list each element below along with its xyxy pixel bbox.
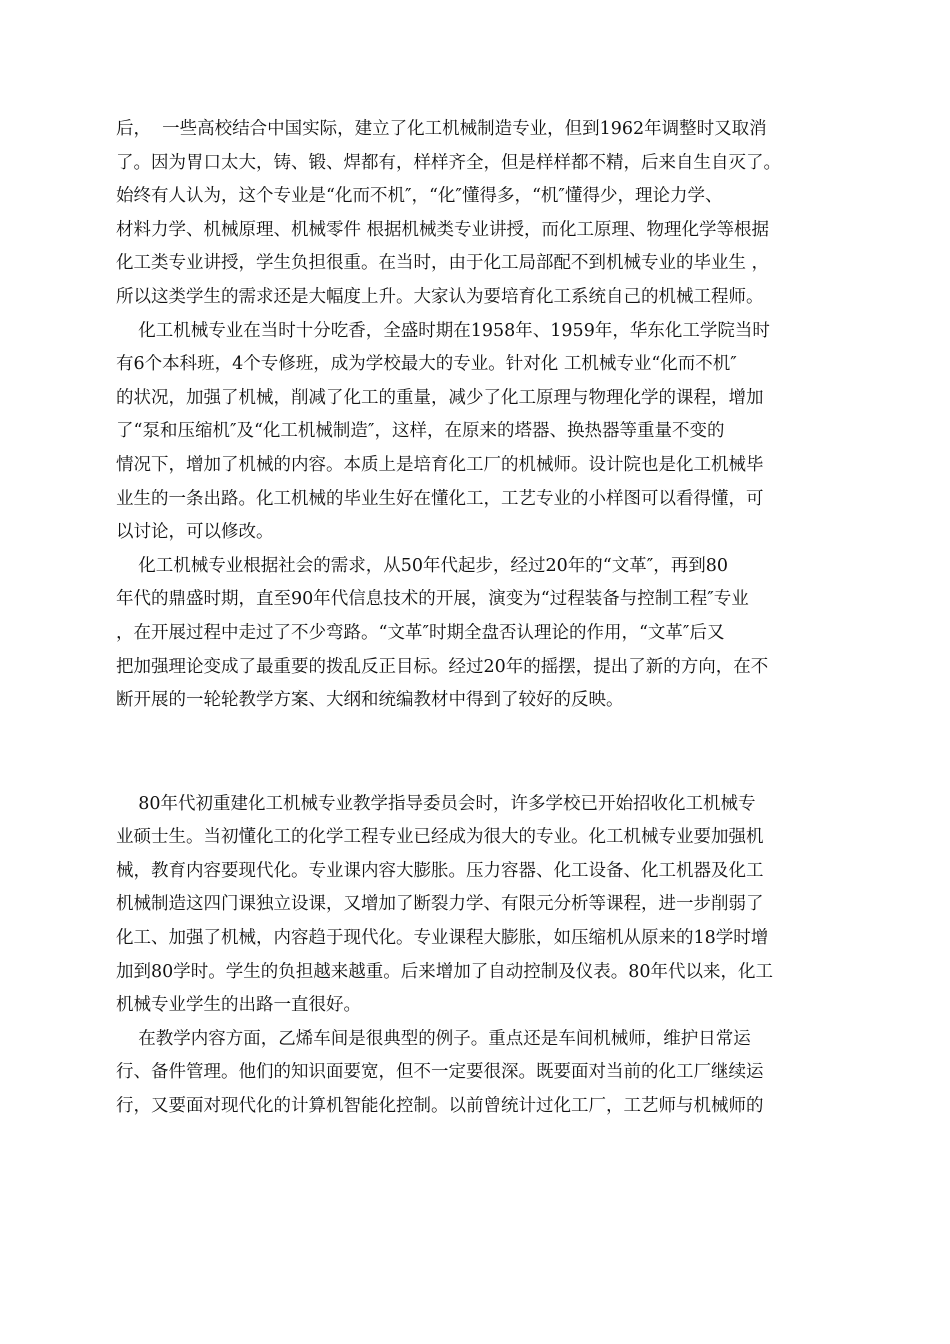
text-line: 行、备件管理。他们的知识面要宽，但不一定要很深。既要面对当前的化工厂继续运 [116, 1062, 764, 1083]
text-line: 80年代初重建化工机械专业教学指导委员会时，许多学校已开始招收化工机械专 [116, 793, 756, 814]
text-line: ，在开展过程中走过了不少弯路。“文革″时期全盘否认理论的作用，“文革″后又 [116, 622, 725, 643]
paragraph [116, 788, 838, 1023]
paragraph [116, 1023, 838, 1124]
text-line: 机械专业学生的出路一直很好。 [116, 995, 361, 1016]
paragraph-spacer [116, 718, 838, 788]
paragraph [116, 315, 838, 550]
text-line: 机械制造这四门课独立设课，又增加了断裂力学、有限元分析等课程，进一步削弱了 [116, 894, 764, 915]
text-line: 了。因为胃口太大，铸、锻、焊都有，样样齐全，但是样样都不精，后来自生自灭了。 [116, 152, 781, 173]
text-line: 年代的鼎盛时期，直至90年代信息技术的开展，演变为“过程装备与控制工程″专业 [116, 589, 749, 610]
text-line: 后， 一些高校结合中国实际，建立了化工机械制造专业，但到1962年调整时又取消 [116, 119, 767, 139]
text-line: 化工类专业讲授，学生负担很重。在当时，由于化工局部配不到机械专业的毕业生 ， [116, 253, 770, 274]
text-line: 业硕士生。当初懂化工的化学工程专业已经成为很大的专业。化工机械专业要加强机 [116, 827, 764, 848]
document-body [116, 113, 838, 1124]
text-line: 业生的一条出路。化工机械的毕业生好在懂化工，工艺专业的小样图可以看得懂，可 [116, 488, 764, 509]
paragraph [116, 550, 838, 718]
text-line: 材料力学、机械原理、机械零件 根据机械类专业讲授，而化工原理、物理化学等根据 [116, 219, 770, 240]
paragraph [116, 113, 838, 315]
text-line: 的状况，加强了机械，削减了化工的重量，减少了化工原理与物理化学的课程，增加 [116, 387, 764, 408]
text-line: 以讨论，可以修改。 [116, 522, 274, 543]
text-line: 行，又要面对现代化的计算机智能化控制。以前曾统计过化工厂，工艺师与机械师的 [116, 1096, 764, 1117]
text-line: 始终有人认为，这个专业是“化而不机″，“化″懂得多，“机″懂得少，理论力学、 [116, 186, 723, 207]
text-line: 情况下，增加了机械的内容。本质上是培育化工厂的机械师。设计院也是化工机械毕 [116, 454, 764, 475]
text-line: 化工机械专业在当时十分吃香，全盛时期在1958年、1959年，华东化工学院当时 [116, 320, 770, 341]
text-line: 了“泵和压缩机″及“化工机械制造″，这样，在原来的塔器、换热器等重量不变的 [116, 421, 725, 442]
text-line: 加到80学时。学生的负担越来越重。后来增加了自动控制及仪表。80年代以来，化工 [116, 961, 774, 982]
text-line: 断开展的一轮轮教学方案、大纲和统编教材中得到了较好的反映。 [116, 690, 624, 711]
text-line: 械，教育内容要现代化。专业课内容大膨胀。压力容器、化工设备、化工机器及化工 [116, 860, 764, 881]
text-line: 有6个本科班，4个专修班，成为学校最大的专业。针对化 工机械专业“化而不机″ [116, 354, 737, 375]
text-line: 化工、加强了机械，内容趋于现代化。专业课程大膨胀，如压缩机从原来的18学时增 [116, 928, 769, 949]
text-line: 把加强理论变成了最重要的拨乱反正目标。经过20年的摇摆，提出了新的方向，在不 [116, 656, 769, 677]
text-line: 在教学内容方面，乙烯车间是很典型的例子。重点还是车间机械师，维护日常运 [116, 1028, 751, 1049]
text-line: 所以这类学生的需求还是大幅度上升。大家认为要培育化工系统自己的机械工程师。 [116, 286, 764, 307]
text-line: 化工机械专业根据社会的需求，从50年代起步，经过20年的“文革″，再到80 [116, 555, 729, 576]
